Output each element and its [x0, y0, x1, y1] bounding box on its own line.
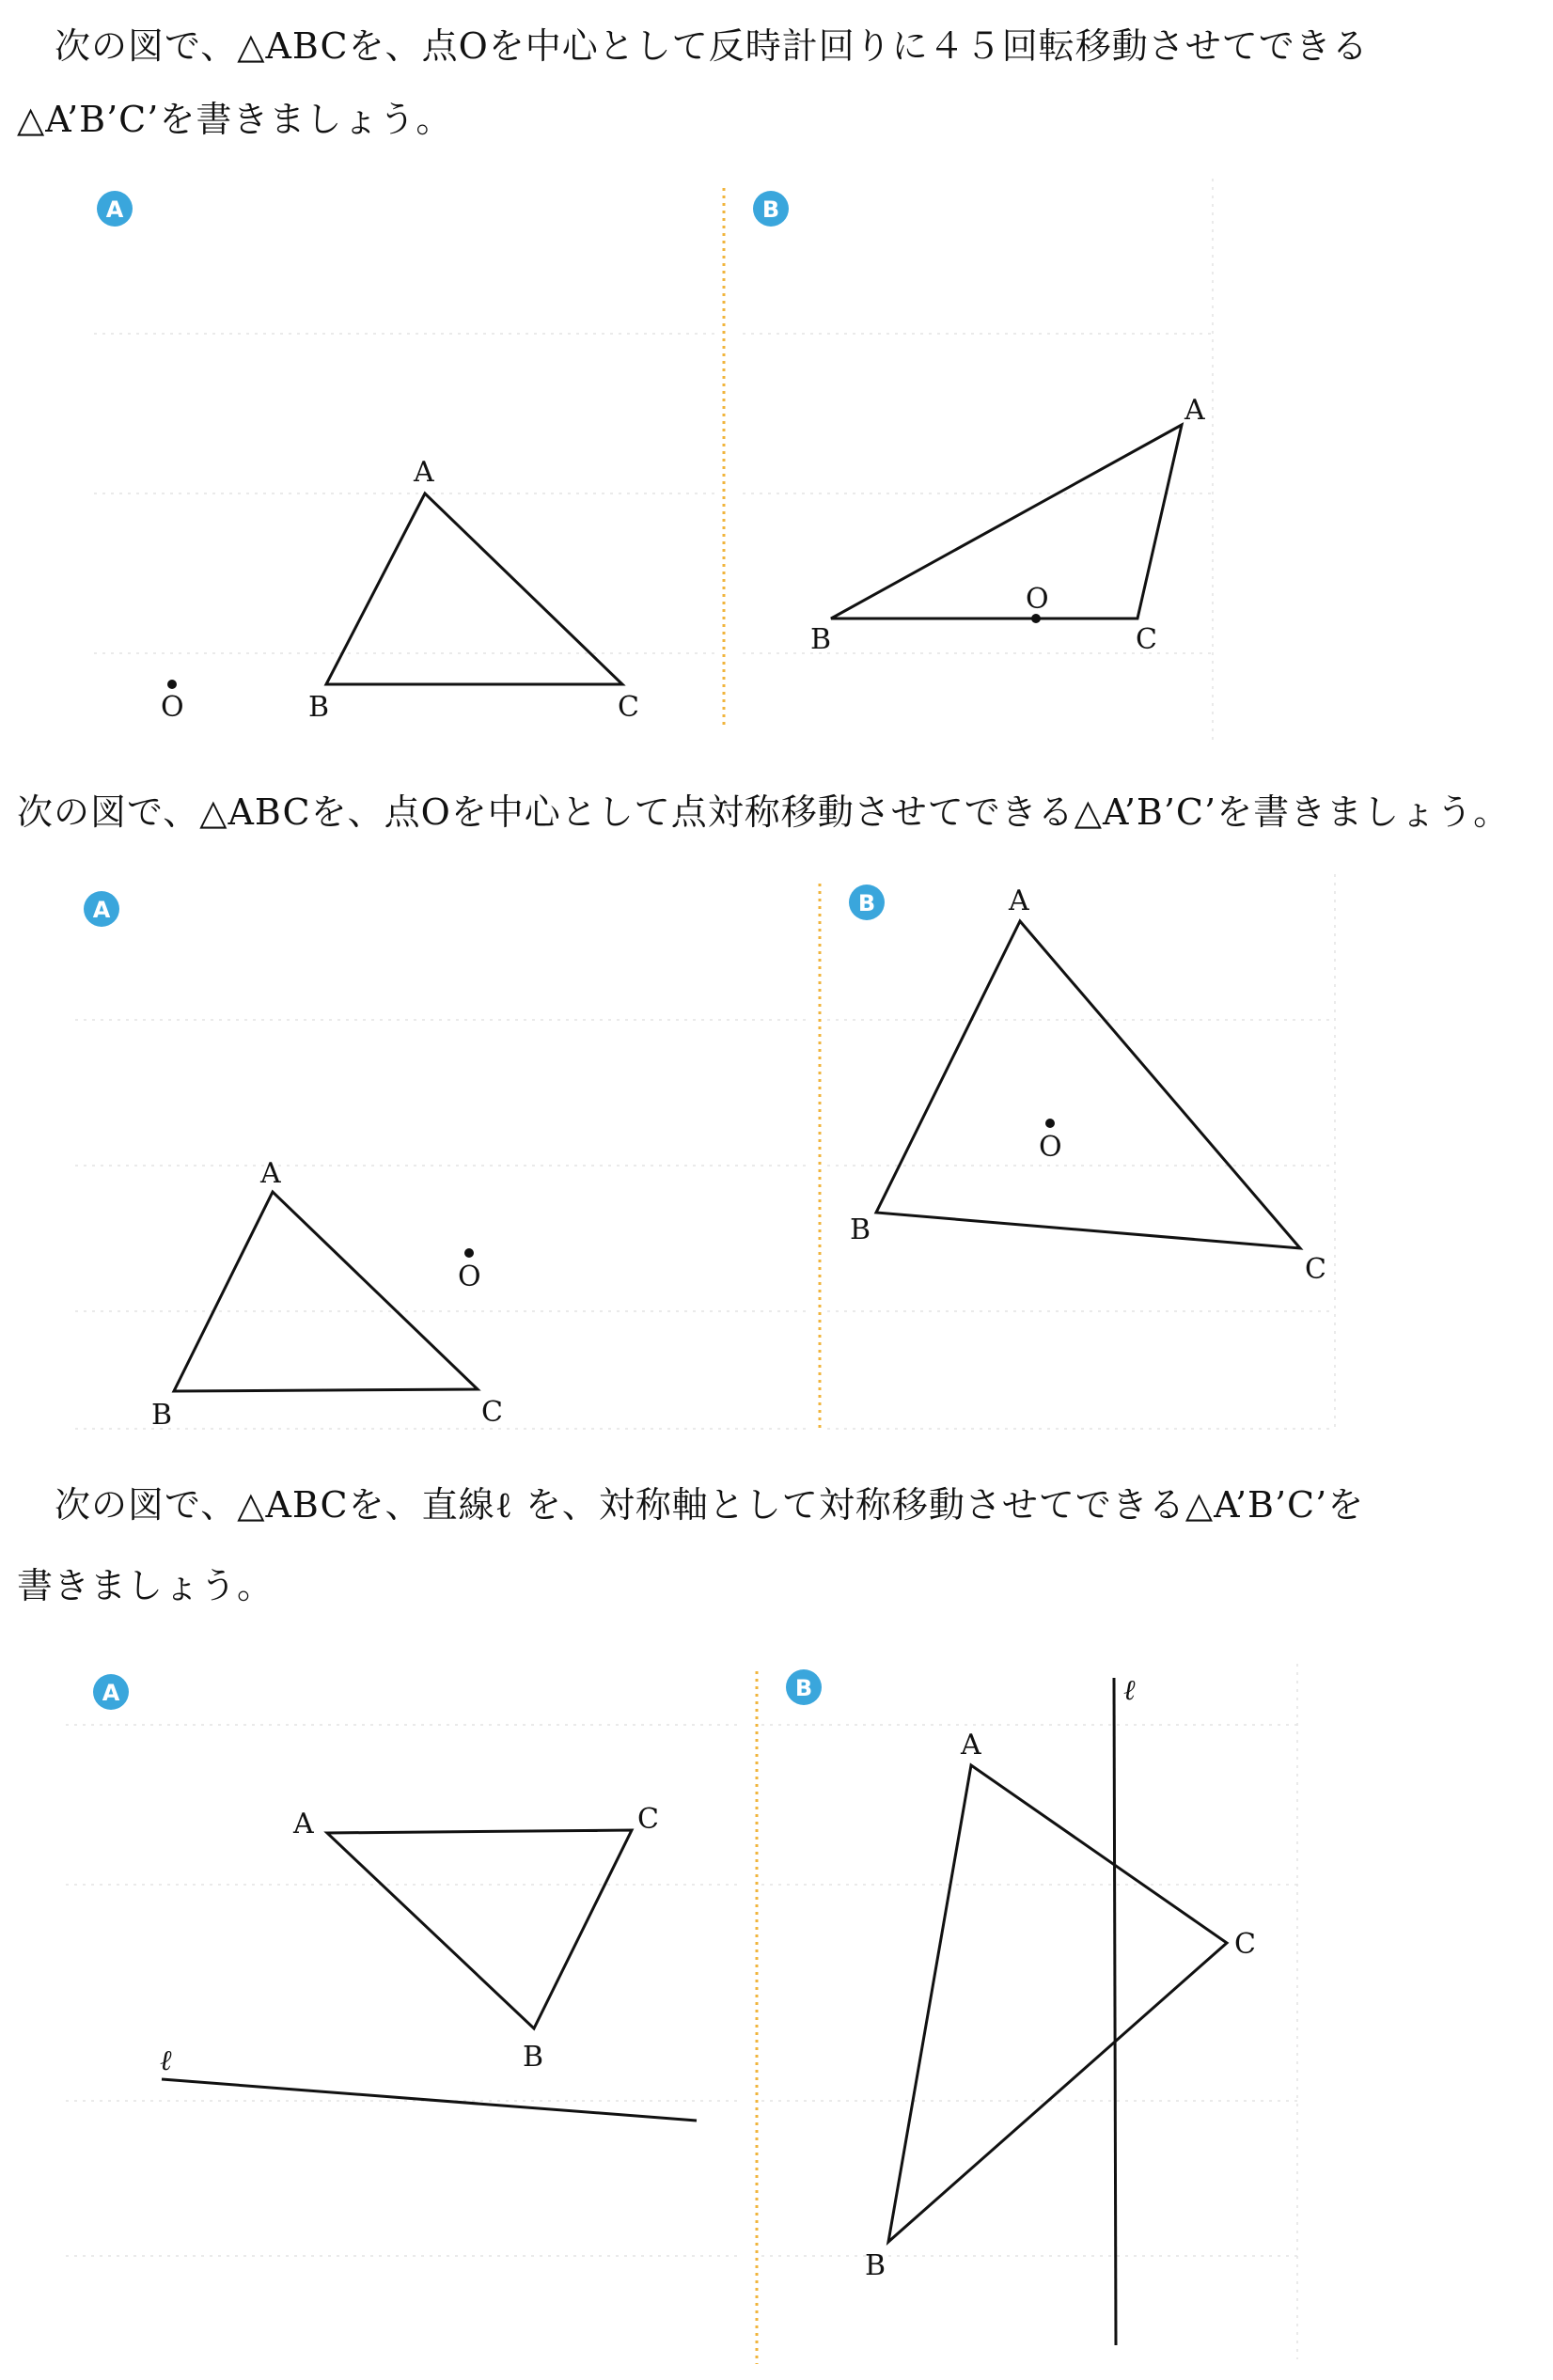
problem-3-figures — [66, 1664, 1297, 2364]
vertex-label-b: B — [810, 623, 832, 656]
point-label-o: O — [458, 1260, 481, 1293]
question-1-line-2: △A’B’C’を書きましょう。 — [17, 99, 453, 140]
vertex-label-b: B — [865, 2249, 886, 2282]
problem-3-badge-a — [93, 1674, 129, 1710]
vertex-label-a: A — [961, 1729, 981, 1762]
problem-2-figures — [75, 874, 1335, 1432]
symmetry-line-l — [162, 2079, 697, 2121]
point-label-o: O — [1039, 1131, 1062, 1164]
vertex-label-c: C — [481, 1396, 503, 1429]
vertex-label-c: C — [1136, 623, 1157, 656]
problem-2b-triangle — [876, 921, 1300, 1248]
point-label-o: O — [161, 691, 184, 724]
line-label-l: ℓ — [1123, 1674, 1136, 1707]
center-point-o — [167, 680, 177, 689]
vertex-label-c: C — [1305, 1253, 1326, 1286]
problem-2-grid — [75, 874, 1335, 1429]
badge-label: A — [102, 1680, 120, 1706]
badge-label: B — [857, 890, 876, 916]
center-point-o — [1045, 1119, 1055, 1128]
vertex-label-a: A — [293, 1808, 314, 1840]
center-point-o — [464, 1248, 474, 1258]
problem-2-badge-b — [849, 885, 885, 920]
vertex-label-c: C — [1234, 1928, 1256, 1961]
vertex-label-a: A — [1009, 885, 1029, 917]
vertex-label-a: A — [414, 456, 434, 489]
vertex-label-a: A — [260, 1157, 281, 1190]
badge-label: A — [92, 897, 111, 923]
badge-label: B — [794, 1675, 813, 1701]
question-1-line-1: 次の図で、△ABCを、点Oを中心として反時計回りに４５回転移動させてできる — [55, 25, 1369, 67]
vertex-label-b: B — [308, 691, 330, 724]
vertex-label-b: B — [523, 2041, 544, 2074]
question-3-line-2: 書きましょう。 — [17, 1565, 275, 1606]
problem-3b-triangle — [888, 1765, 1227, 2242]
vertex-label-a: A — [1184, 394, 1205, 427]
line-label-l: ℓ — [160, 2044, 172, 2077]
badge-label: B — [761, 196, 780, 223]
vertex-label-c: C — [637, 1803, 659, 1836]
problem-3-grid — [66, 1664, 1297, 2359]
problem-1-badge-b — [753, 191, 789, 227]
problem-1b-triangle — [831, 425, 1182, 618]
question-3-line-1: 次の図で、△ABCを、直線ℓ を、対称軸として対称移動させてできる△A’B’C’を — [55, 1484, 1365, 1526]
problem-3a-triangle — [327, 1830, 632, 2028]
vertex-label-b: B — [151, 1399, 173, 1432]
question-2-line-1: 次の図で、△ABCを、点Oを中心として点対称移動させてできる△A’B’C’を書きましょう。 — [17, 791, 1511, 833]
symmetry-line-l — [1114, 1678, 1116, 2345]
vertex-label-c: C — [618, 691, 639, 724]
problem-3-badge-b — [786, 1669, 822, 1705]
problem-2-badge-a — [84, 891, 119, 927]
point-label-o: O — [1026, 583, 1049, 616]
problem-1a-triangle — [326, 493, 622, 684]
problem-2a-triangle — [174, 1192, 478, 1391]
badge-label: A — [105, 196, 124, 223]
problem-1-badge-a — [97, 191, 133, 227]
problem-1-grid — [94, 179, 1213, 743]
problem-1-figures — [94, 179, 1213, 743]
vertex-label-b: B — [850, 1213, 871, 1246]
